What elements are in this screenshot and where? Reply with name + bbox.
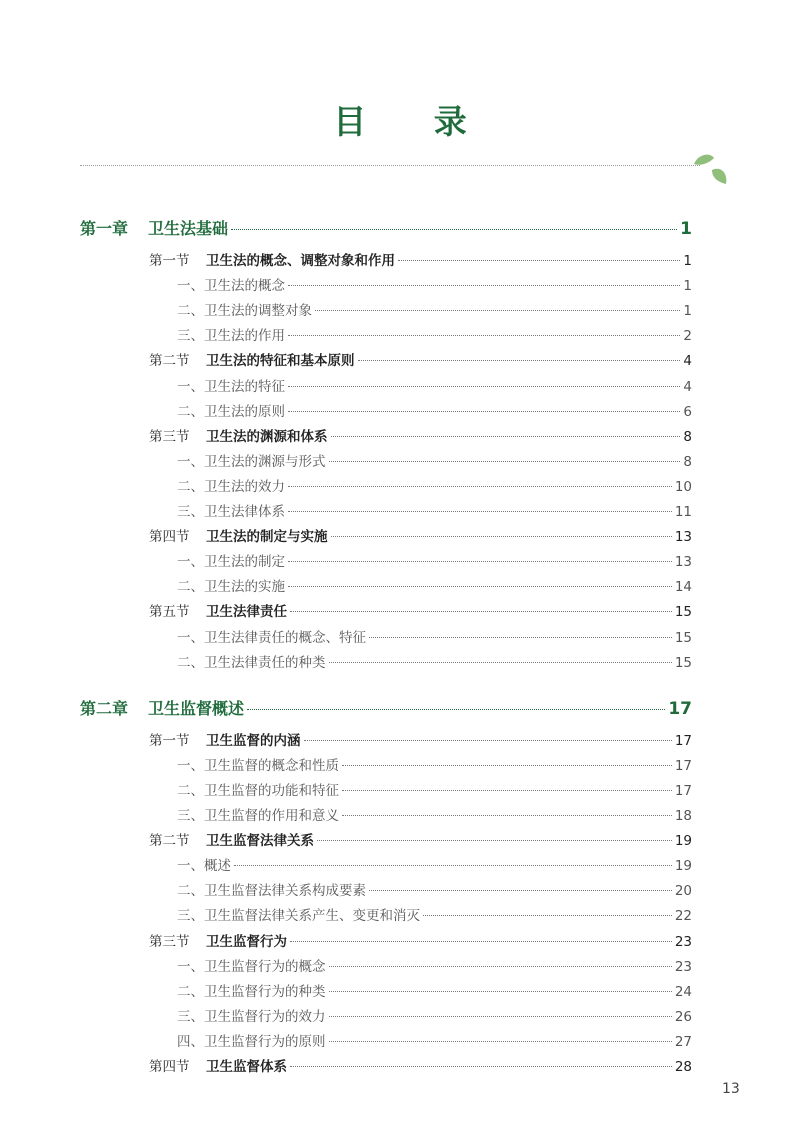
toc-item-title: 三、卫生监督法律关系产生、变更和消灭: [177, 908, 420, 925]
toc-section-row[interactable]: [149, 425, 692, 445]
toc-item-row[interactable]: [177, 879, 692, 899]
toc-section-title: 卫生法的特征和基本原则: [206, 353, 355, 370]
toc-section-label: [149, 829, 314, 849]
dot-leader: [288, 586, 672, 587]
toc-page-number: 8: [683, 428, 692, 445]
toc-item-row[interactable]: [177, 1005, 692, 1025]
toc-page-number: 15: [674, 654, 692, 671]
toc-page-number: 13: [674, 529, 692, 546]
toc-item-row[interactable]: [177, 475, 692, 495]
toc-item-label: [177, 324, 285, 344]
page-number: 13: [722, 1081, 740, 1097]
dot-leader: [369, 637, 672, 638]
toc-page-number: 13: [674, 554, 692, 571]
dot-leader: [288, 486, 672, 487]
toc-section-label: [149, 930, 287, 950]
dot-leader: [288, 335, 680, 336]
toc-item-row[interactable]: [177, 980, 692, 1000]
toc-page-number: 19: [674, 858, 692, 875]
toc-item-label: [177, 879, 366, 899]
toc-chapter-label: [80, 216, 228, 239]
toc-section-title: 卫生监督行为: [206, 933, 287, 950]
toc-item-row[interactable]: [177, 575, 692, 595]
toc-section-row[interactable]: [149, 1055, 692, 1075]
toc-item-label: [177, 1005, 326, 1025]
toc-item-row[interactable]: [177, 299, 692, 319]
dot-leader: [329, 991, 672, 992]
toc-item-row[interactable]: [177, 804, 692, 824]
toc-item-label: [177, 299, 312, 319]
dot-leader: [369, 890, 672, 891]
toc-page-number: 1: [683, 278, 692, 295]
dot-leader: [329, 1016, 672, 1017]
toc-item-title: 一、卫生法的渊源与形式: [177, 453, 326, 470]
toc-page-number: 17: [674, 732, 692, 749]
toc-page-number: 23: [674, 958, 692, 975]
toc-section-number: 第四节: [149, 529, 190, 546]
toc-item-label: [177, 400, 285, 420]
toc-item-label: [177, 854, 231, 874]
dot-leader: [342, 790, 672, 791]
toc-page-number: 14: [674, 579, 692, 596]
toc-item-title: 三、卫生监督行为的效力: [177, 1008, 326, 1025]
toc-item-title: 一、卫生监督的概念和性质: [177, 757, 339, 774]
toc-section-title: 卫生监督的内涵: [206, 732, 301, 749]
toc-page-number: 24: [674, 983, 692, 1000]
dot-leader: [329, 966, 672, 967]
toc-page-number: 2: [683, 328, 692, 345]
toc-item-title: 一、卫生法的特征: [177, 378, 285, 395]
toc-item-row[interactable]: [177, 904, 692, 924]
toc-page-number: 19: [674, 833, 692, 850]
toc-item-label: [177, 500, 285, 520]
toc-section-label: [149, 349, 355, 369]
toc-item-label: [177, 651, 326, 671]
toc-page-number: 22: [674, 908, 692, 925]
toc-item-row[interactable]: [177, 450, 692, 470]
toc-section-row[interactable]: [149, 829, 692, 849]
toc-page-number: 1: [680, 219, 692, 239]
toc-item-title: 一、卫生监督行为的概念: [177, 958, 326, 975]
toc-item-row[interactable]: [177, 324, 692, 344]
dot-leader: [247, 709, 665, 710]
toc-section-label: [149, 729, 301, 749]
toc-page-number: 28: [674, 1059, 692, 1075]
toc-chapter-row[interactable]: [80, 696, 692, 718]
toc-item-label: [177, 779, 339, 799]
toc-item-title: 二、卫生法律责任的种类: [177, 654, 326, 671]
toc-section-title: 卫生法律责任: [206, 604, 287, 621]
toc-item-row[interactable]: [177, 754, 692, 774]
toc-section-row[interactable]: [149, 249, 692, 269]
dot-leader: [288, 561, 672, 562]
toc-item-label: [177, 980, 326, 1000]
toc-item-label: [177, 475, 285, 495]
toc-section-number: 第四节: [149, 1059, 190, 1075]
dot-leader: [342, 765, 672, 766]
toc-item-row[interactable]: [177, 274, 692, 294]
toc-item-title: 三、卫生法律体系: [177, 504, 285, 520]
toc-section-number: 第三节: [149, 933, 190, 950]
dot-leader: [315, 310, 680, 311]
toc-page-number: 10: [674, 478, 692, 495]
toc-item-title: 三、卫生监督的作用和意义: [177, 808, 339, 824]
toc-item-row[interactable]: [177, 854, 692, 874]
toc-item-title: 一、概述: [177, 858, 231, 875]
toc-section-number: 第二节: [149, 353, 190, 370]
toc-item-row[interactable]: [177, 375, 692, 395]
toc-page-number: 15: [674, 604, 692, 621]
toc-item-label: [177, 375, 285, 395]
toc-section-number: 第二节: [149, 833, 190, 850]
dot-leader: [304, 740, 672, 741]
toc-item-row[interactable]: [177, 400, 692, 420]
toc-section-row[interactable]: [149, 349, 692, 369]
toc-item-label: [177, 274, 285, 294]
toc-page-number: 17: [674, 757, 692, 774]
toc-item-title: 二、卫生监督行为的种类: [177, 983, 326, 1000]
dot-leader: [331, 536, 672, 537]
toc-item-row[interactable]: [177, 500, 692, 520]
toc-page-number: 6: [683, 403, 692, 420]
toc-item-label: [177, 550, 285, 570]
toc-page-number: 8: [683, 453, 692, 470]
toc-item-label: [177, 904, 420, 924]
toc-page-number: 4: [683, 353, 692, 370]
toc-item-row[interactable]: [177, 651, 692, 671]
toc-item-title: 二、卫生法的调整对象: [177, 303, 312, 320]
toc-section-title: 卫生法的渊源和体系: [206, 428, 328, 445]
toc-item-title: 一、卫生法律责任的概念、特征: [177, 629, 366, 646]
dot-leader: [288, 511, 672, 512]
dot-leader: [288, 386, 680, 387]
toc-section-title: 卫生监督体系: [206, 1059, 287, 1075]
toc-page-number: 11: [674, 504, 692, 520]
toc-chapter-row[interactable]: [80, 216, 692, 238]
dot-leader: [234, 865, 672, 866]
toc-item-label: [177, 626, 366, 646]
toc-item-row[interactable]: [177, 626, 692, 646]
dot-leader: [329, 1041, 672, 1042]
toc-item-label: [177, 955, 326, 975]
toc-page-number: 18: [674, 808, 692, 824]
toc-section-label: [149, 1055, 287, 1075]
toc-item-title: 一、卫生法的制定: [177, 554, 285, 571]
toc-page-number: 20: [674, 883, 692, 900]
dot-leader: [329, 461, 681, 462]
toc-page-number: 15: [674, 629, 692, 646]
toc-item-title: 二、卫生法的效力: [177, 478, 285, 495]
toc-page-number: 4: [683, 378, 692, 395]
toc-item-row[interactable]: [177, 1030, 692, 1050]
toc-page-number: 17: [674, 782, 692, 799]
dot-leader: [423, 915, 672, 916]
toc-chapter-title: 卫生监督概述: [148, 698, 245, 718]
toc-section-title: 卫生法的概念、调整对象和作用: [206, 253, 395, 269]
toc-page-number: 17: [668, 698, 692, 719]
toc-section-number: 第一节: [149, 253, 190, 269]
dot-leader: [288, 285, 680, 286]
toc-item-title: 四、卫生监督行为的原则: [177, 1033, 326, 1050]
toc-section-title: 卫生法的制定与实施: [206, 529, 328, 546]
toc-item-title: 三、卫生法的作用: [177, 328, 285, 345]
toc-chapter-number: 第二章: [80, 698, 129, 718]
toc-section-label: [149, 249, 395, 269]
toc-section-row[interactable]: [149, 525, 692, 545]
dot-leader: [317, 840, 672, 841]
toc-item-label: [177, 1030, 326, 1050]
toc-section-label: [149, 425, 328, 445]
toc-item-row[interactable]: [177, 550, 692, 570]
title-divider: [80, 165, 700, 166]
toc-item-title: 二、卫生法的原则: [177, 403, 285, 420]
toc-section-row[interactable]: [149, 930, 692, 950]
dot-leader: [290, 1066, 672, 1067]
dot-leader: [290, 611, 672, 612]
toc-item-label: [177, 804, 339, 824]
toc-section-number: 第五节: [149, 604, 190, 621]
dot-leader: [358, 360, 681, 361]
toc-section-number: 第三节: [149, 428, 190, 445]
dot-leader: [329, 662, 672, 663]
page-title: 目 录: [333, 102, 495, 141]
toc-section-label: [149, 600, 287, 620]
toc-item-label: [177, 754, 339, 774]
toc-item-title: 二、卫生监督的功能和特征: [177, 782, 339, 799]
dot-leader: [398, 260, 680, 261]
toc-page-number: 27: [674, 1033, 692, 1050]
toc-page-number: 26: [674, 1008, 692, 1025]
toc-item-row[interactable]: [177, 779, 692, 799]
toc-item-label: [177, 575, 285, 595]
toc-chapter-number: 第一章: [80, 219, 129, 238]
dot-leader: [331, 436, 681, 437]
toc-item-title: 一、卫生法的概念: [177, 278, 285, 295]
leaf-icon: [690, 150, 732, 186]
toc-section-row[interactable]: [149, 600, 692, 620]
dot-leader: [231, 229, 677, 230]
toc-section-row[interactable]: [149, 729, 692, 749]
toc-item-title: 二、卫生法的实施: [177, 579, 285, 596]
toc-section-label: [149, 525, 328, 545]
toc-section-number: 第一节: [149, 732, 190, 749]
toc-item-label: [177, 450, 326, 470]
toc-chapter-title: 卫生法基础: [148, 219, 229, 238]
toc-page-number: 1: [683, 303, 692, 320]
toc-item-title: 二、卫生监督法律关系构成要素: [177, 883, 366, 900]
dot-leader: [288, 411, 680, 412]
dot-leader: [342, 815, 672, 816]
toc-section-title: 卫生监督法律关系: [206, 833, 314, 850]
toc-page-number: 1: [683, 253, 692, 269]
dot-leader: [290, 941, 672, 942]
toc-chapter-label: [80, 696, 244, 719]
toc-page-number: 23: [674, 933, 692, 950]
toc-item-row[interactable]: [177, 955, 692, 975]
